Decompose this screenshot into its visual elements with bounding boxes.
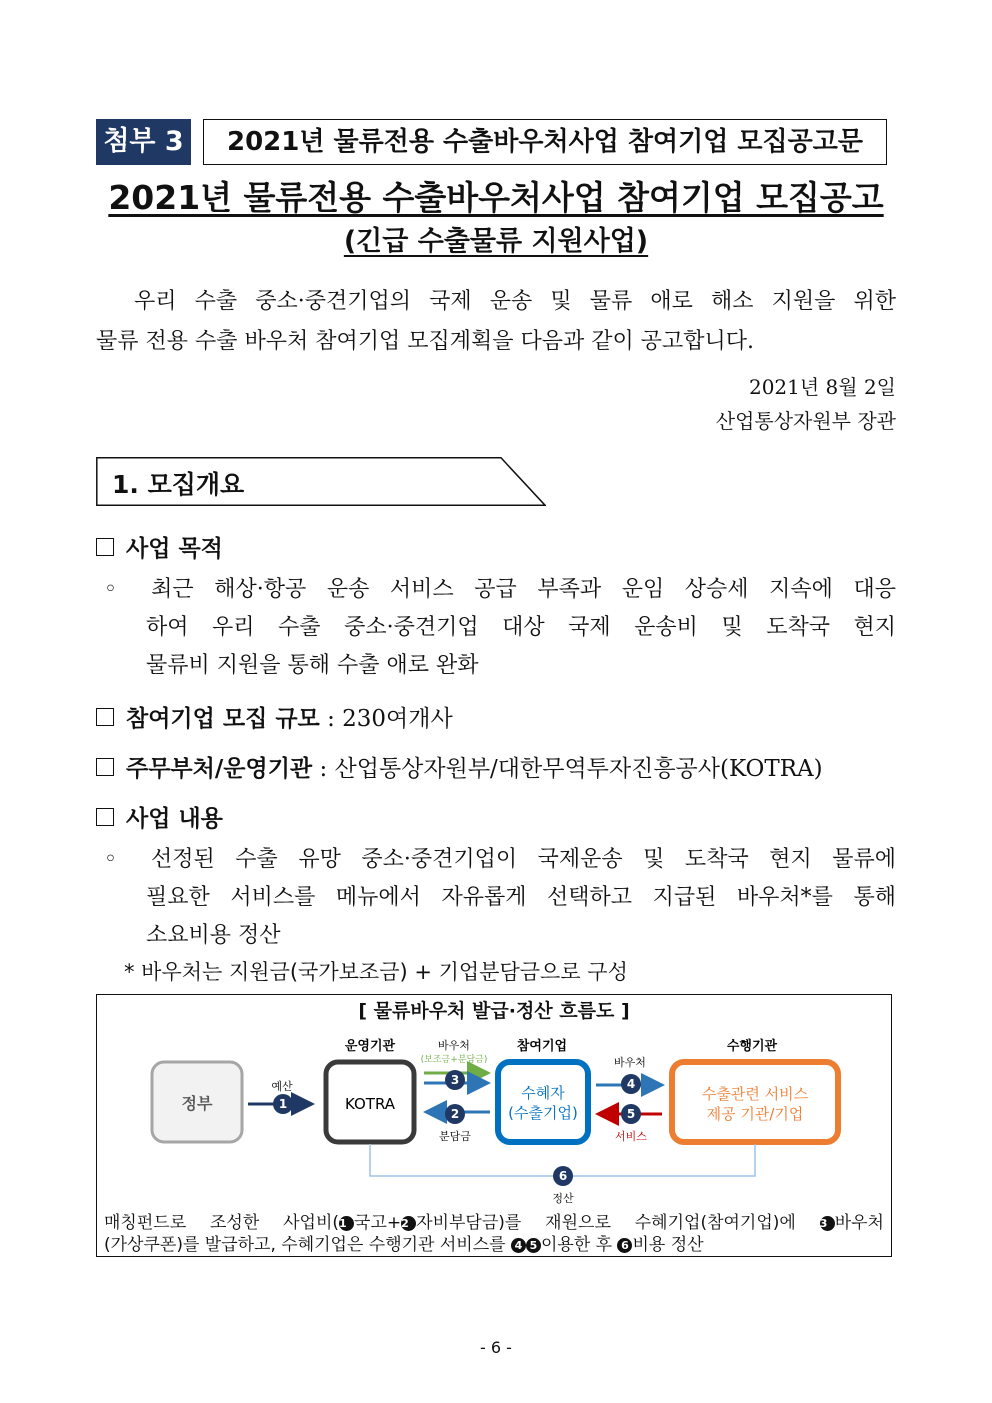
agency-label: 주무부처/운영기관	[126, 755, 313, 782]
content-line-3: 소요비용 정산	[146, 923, 281, 948]
scale-row	[96, 700, 896, 733]
caption-part-f: 이용한 후	[540, 1235, 618, 1255]
content-line-1: ◦ 선정된 수출 유망 중소·중견기업이 국제운송 및 도착국 현지 물류에	[104, 847, 896, 872]
service-label: 서비스	[615, 1130, 647, 1143]
sub-title: (긴급 수출물류 지원사업)	[343, 226, 649, 257]
caption-part-b: 국고+	[354, 1213, 402, 1233]
main-title: 2021년 물류전용 수출바우처사업 참여기업 모집공고	[108, 178, 884, 217]
page-number: - 6 -	[480, 1338, 512, 1357]
purpose-label: 사업 목적	[126, 535, 223, 562]
circled-3-icon: 3	[820, 1216, 835, 1231]
settlement-label: 정산	[552, 1192, 574, 1205]
caption-part-d: 바우처	[834, 1213, 884, 1233]
firm-node	[498, 1062, 588, 1142]
flow-caption-line-2	[104, 1234, 884, 1256]
firm-label-1: 수혜자	[521, 1084, 565, 1102]
voucher-note: * 바우처는 지원금(국가보조금) + 기업분담금으로 구성	[124, 960, 628, 984]
provider-label-2: 제공 기관/기업	[706, 1105, 804, 1123]
circled-2-icon: 2	[401, 1216, 416, 1231]
firm-header: 참여기업	[516, 1039, 568, 1054]
provider-node	[672, 1062, 838, 1142]
announcement-date: 2021년 8월 2일	[748, 375, 896, 399]
step-1-number: 1	[278, 1097, 288, 1111]
content-heading	[96, 800, 896, 833]
step-3-number: 3	[450, 1073, 460, 1087]
content-label: 사업 내용	[126, 805, 223, 832]
purpose-bullet	[104, 571, 896, 685]
checkbox-square-icon	[96, 808, 114, 826]
kotra-label: KOTRA	[344, 1095, 396, 1113]
firm-label-2: (수출기업)	[508, 1104, 578, 1122]
attachment-title: 2021년 물류전용 수출바우처사업 참여기업 모집공고문	[203, 119, 887, 165]
provider-label-1: 수출관련 서비스	[701, 1085, 809, 1103]
flow-diagram	[96, 1030, 892, 1210]
gov-node	[152, 1062, 242, 1142]
step-5-number: 5	[626, 1107, 636, 1121]
intro-paragraph	[96, 282, 896, 362]
checkbox-square-icon	[96, 708, 114, 726]
voucher2-label: 바우처	[614, 1056, 646, 1069]
agency-row	[96, 750, 896, 783]
step-6-number: 6	[558, 1169, 568, 1183]
circled-5-icon: 5	[526, 1238, 541, 1253]
caption-part-c: 자비부담금)를 재원으로 수혜기업(참여기업)에	[416, 1213, 820, 1233]
scale-label: 참여기업 모집 규모	[126, 705, 320, 732]
content-line-2: 필요한 서비스를 메뉴에서 자유롭게 선택하고 지급된 바우처*를 통해	[146, 885, 896, 910]
intro-line-2: 물류 전용 수출 바우처 참여기업 모집계획을 다음과 같이 공고합니다.	[96, 329, 754, 354]
step-4-number: 4	[626, 1077, 636, 1091]
kotra-header: 운영기관	[344, 1039, 396, 1054]
kotra-node	[326, 1062, 414, 1142]
budget-label: 예산	[271, 1080, 293, 1093]
purpose-heading	[96, 530, 896, 563]
announcement-signer: 산업통상자원부 장관	[715, 409, 896, 433]
content-bullet	[104, 841, 896, 955]
attachment-tag: 첨부 3	[96, 119, 191, 165]
checkbox-square-icon	[96, 538, 114, 556]
circled-4-icon: 4	[511, 1238, 526, 1253]
step-2-number: 2	[450, 1107, 460, 1121]
caption-part-e: (가상쿠폰)를 발급하고, 수혜기업은 수행기관 서비스를	[104, 1235, 511, 1255]
intro-line-1: 우리 수출 중소·중견기업의 국제 운송 및 물류 애로 해소 지원을 위한	[134, 289, 896, 314]
scale-value: 230여개사	[342, 706, 453, 732]
agency-sep: :	[312, 756, 335, 782]
share-label: 분담금	[439, 1130, 471, 1143]
caption-part-a: 매칭펀드로 조성한 사업비(	[104, 1213, 340, 1233]
purpose-line-2: 하여 우리 수출 중소·중견기업 대상 국제 운송비 및 도착국 현지	[146, 615, 896, 640]
scale-sep: :	[319, 706, 343, 732]
caption-part-g: 비용 정산	[632, 1235, 704, 1255]
flow-caption	[104, 1212, 884, 1256]
flow-diagram-title: [ 물류바우처 발급·정산 흐름도 ]	[358, 1000, 630, 1022]
flow-caption-line-1	[104, 1212, 884, 1234]
circled-6-icon: 6	[617, 1238, 632, 1253]
section-title: 1. 모집개요	[112, 470, 245, 499]
voucher-sub-label: (보조금+분담금)	[420, 1055, 488, 1065]
purpose-line-3: 물류비 지원을 통해 수출 애로 완화	[146, 653, 479, 678]
checkbox-square-icon	[96, 758, 114, 776]
purpose-line-1: ◦ 최근 해상·항공 운송 서비스 공급 부족과 운임 상승세 지속에 대응	[104, 577, 896, 602]
provider-header: 수행기관	[726, 1039, 778, 1054]
gov-label: 정부	[181, 1094, 213, 1113]
voucher-label: 바우처	[438, 1039, 470, 1052]
circled-1-icon: 1	[339, 1216, 354, 1231]
agency-value: 산업통상자원부/대한무역투자진흥공사(KOTRA)	[334, 756, 823, 782]
